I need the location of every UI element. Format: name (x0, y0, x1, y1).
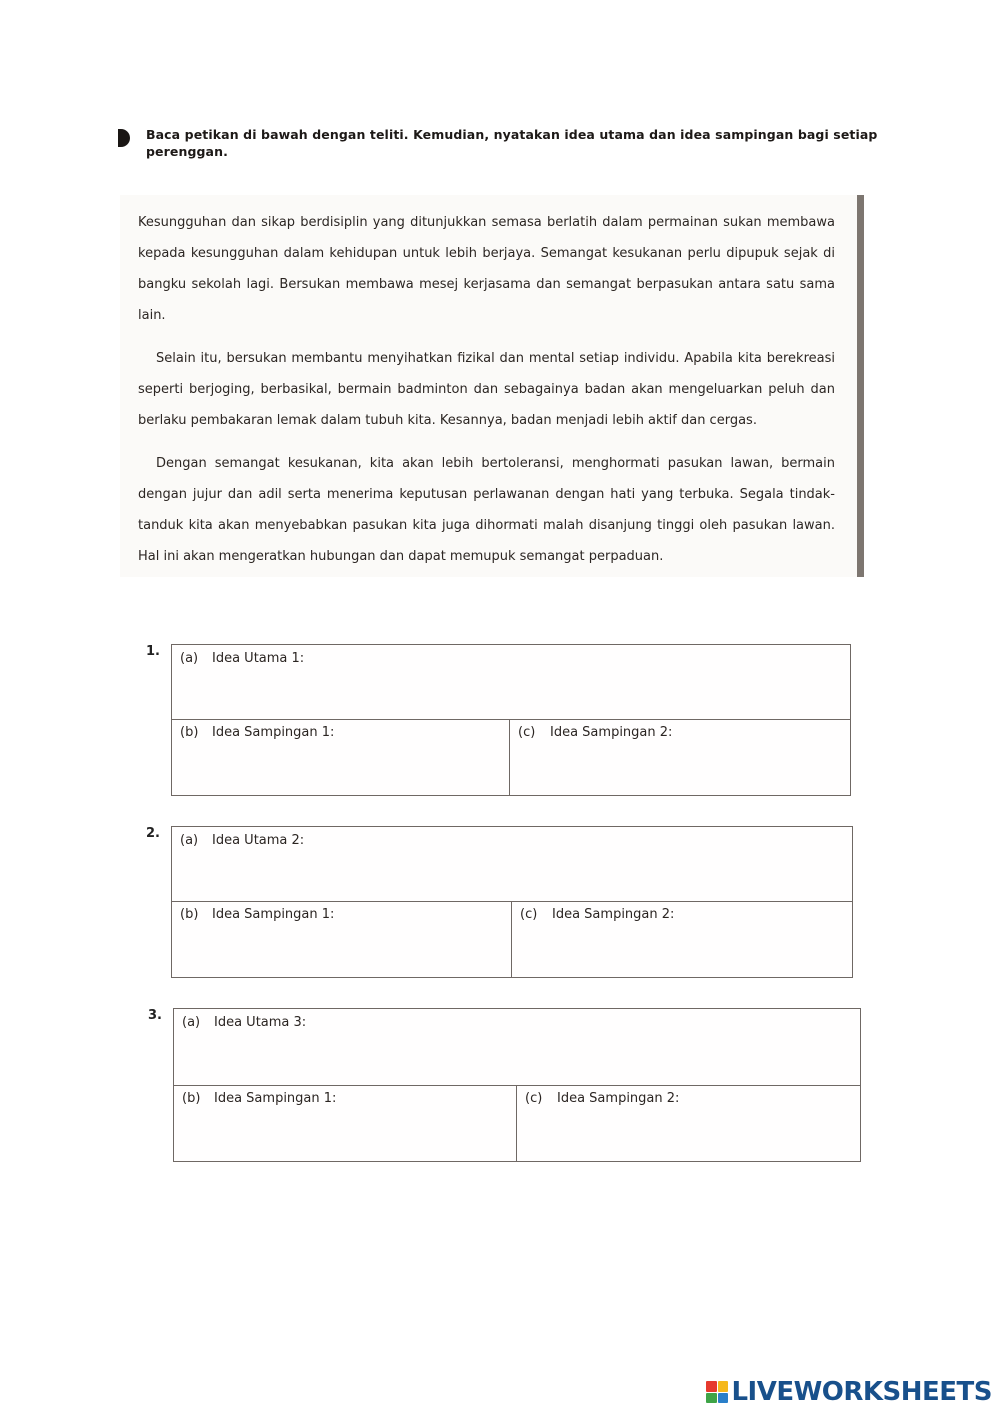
side-idea-2-label: (c) Idea Sampingan 2: (520, 907, 675, 922)
side-ideas-row (172, 719, 850, 795)
side-idea-1-field[interactable] (174, 1085, 517, 1161)
logo-square-blue (718, 1393, 729, 1404)
side-idea-2-label: (c) Idea Sampingan 2: (518, 725, 673, 740)
passage-paragraph-1: Kesungguhan dan sikap berdisiplin yang ditunjukkan semasa berlatih dalam permainan sukan membawa kepada kesungguhan dalam kehidupan untuk lebih berjaya. Semangat kesukanan perlu dipupuk sejak di bangku sekolah lagi. Bersukan membawa mesej kerjasama dan semangat berpasukan antara satu sama lain. (138, 215, 835, 323)
question-number: 1. (146, 644, 160, 659)
side-ideas-row (172, 901, 852, 977)
side-idea-1-label: (b) Idea Sampingan 1: (180, 725, 335, 740)
side-idea-1-field[interactable] (172, 901, 512, 977)
side-idea-2-field[interactable] (517, 1085, 860, 1161)
question-2 (146, 826, 858, 978)
main-idea-field[interactable] (172, 645, 850, 720)
question-number: 2. (146, 826, 160, 841)
answer-table (171, 826, 853, 978)
main-idea-label: (a) Idea Utama 2: (180, 833, 305, 848)
side-ideas-row (174, 1085, 860, 1161)
reading-passage (120, 195, 864, 577)
answer-table (171, 644, 851, 796)
side-idea-1-label: (b) Idea Sampingan 1: (182, 1091, 337, 1106)
main-idea-field[interactable] (172, 827, 852, 902)
answer-table (173, 1008, 861, 1162)
side-idea-2-field[interactable] (512, 901, 852, 977)
logo-square-green (706, 1393, 717, 1404)
passage-paragraph-3: Dengan semangat kesukanan, kita akan lebih bertoleransi, menghormati pasukan lawan, bermain dengan jujur dan adil serta menerima keputusan perlawanan dengan hati yang terbuka. Segala tindak-tanduk kita akan menyebabkan pasukan kita juga dihormati malah disanjung tinggi oleh pasukan lawan. Hal ini akan mengeratkan hubungan dan dapat memupuk semangat perpaduan. (138, 456, 835, 564)
side-idea-1-label: (b) Idea Sampingan 1: (180, 907, 335, 922)
liveworksheets-logo[interactable] (706, 1377, 992, 1407)
question-number: 3. (148, 1008, 162, 1023)
instruction-bullet-icon (118, 129, 130, 147)
main-idea-field[interactable] (174, 1009, 860, 1086)
liveworksheets-logo-icon (706, 1381, 728, 1403)
side-idea-2-field[interactable] (510, 719, 850, 795)
main-idea-label: (a) Idea Utama 1: (180, 651, 305, 666)
instruction (118, 126, 878, 160)
main-idea-label: (a) Idea Utama 3: (182, 1015, 307, 1030)
side-idea-1-field[interactable] (172, 719, 510, 795)
logo-square-red (706, 1381, 717, 1392)
question-3 (148, 1008, 864, 1162)
liveworksheets-brand-text: LIVEWORKSHEETS (731, 1377, 992, 1407)
side-idea-2-label: (c) Idea Sampingan 2: (525, 1091, 680, 1106)
question-1 (146, 644, 856, 796)
passage-paragraph-2: Selain itu, bersukan membantu menyihatkan fizikal dan mental setiap individu. Apabila kita berekreasi seperti berjoging, berbasikal, bermain badminton dan sebagainya badan akan mengeluarkan peluh dan berlaku pembakaran lemak dalam tubuh kita. Kesannya, badan menjadi lebih aktif dan cergas. (138, 351, 835, 428)
logo-square-yellow (718, 1381, 729, 1392)
instruction-text: Baca petikan di bawah dengan teliti. Kemudian, nyatakan idea utama dan idea sampingan bagi setiap perenggan. (146, 127, 878, 159)
